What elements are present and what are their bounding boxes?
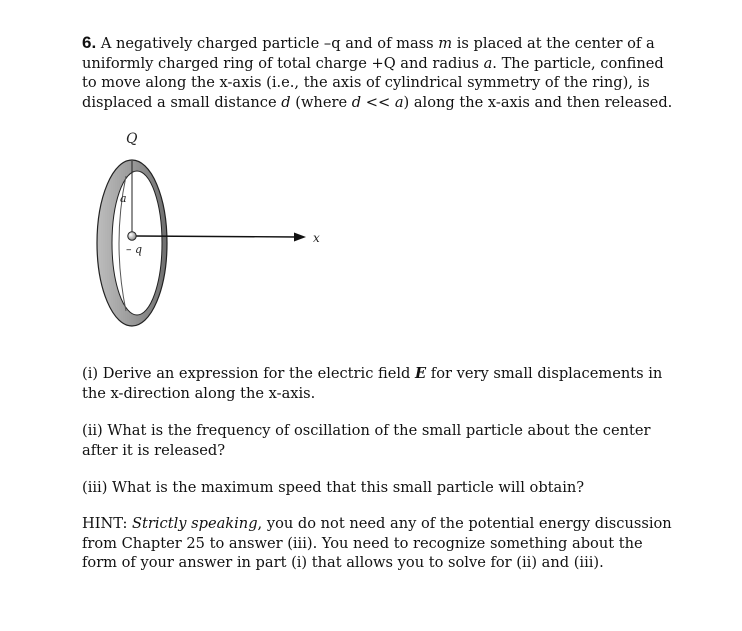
hint-text: , you do not need any of the potential energy discussion from Chapter 25 to answer (iii). You need to recognize something about the form of your answer in part (i) that allows you to solve for (ii) and (iii). xyxy=(82,515,672,571)
radius-symbol: a xyxy=(394,93,404,111)
statement-part: ) along the x-axis and then released. xyxy=(403,93,673,111)
particle xyxy=(128,232,136,240)
distance-symbol: d xyxy=(281,93,291,111)
question-1-text: for very small displacements in the x-direction along the x-axis. xyxy=(82,365,663,402)
radius-symbol: a xyxy=(483,54,493,72)
charged-ring-figure xyxy=(82,128,342,350)
electric-field-symbol: E xyxy=(415,365,427,382)
x-axis-arrowhead xyxy=(294,233,306,242)
question-1-text: (i) Derive an expression for the electric field xyxy=(82,365,416,382)
distance-symbol: d xyxy=(351,93,362,111)
x-axis-label: x xyxy=(313,231,320,245)
x-axis-line xyxy=(136,236,297,237)
hint-emphasis: Strictly speaking xyxy=(132,515,258,532)
particle-label: – q xyxy=(126,243,143,256)
question-1 xyxy=(82,364,672,403)
problem-statement xyxy=(82,33,682,112)
statement-part: (where xyxy=(290,93,352,111)
mass-symbol: m xyxy=(438,35,453,52)
question-2: (ii) What is the frequency of oscillation of the small particle about the center after it is released? xyxy=(82,422,651,459)
statement-part: A negatively charged particle –q and of mass xyxy=(100,35,439,52)
hint xyxy=(82,514,672,573)
charge-label: Q xyxy=(126,131,138,147)
hint-label: HINT: xyxy=(82,515,133,532)
statement-part: is placed at the center of a uniformly charged ring of total charge +Q and radius xyxy=(82,35,655,72)
radius-label: a xyxy=(120,192,127,205)
problem-number: 6. xyxy=(82,33,97,52)
statement-part: . The particle, confined to move along the x-axis (i.e., the axis of cylindrical symmetry of the ring), is displaced a small distance xyxy=(82,54,664,111)
problem-text xyxy=(82,33,682,112)
statement-part: << xyxy=(361,93,395,111)
question-3: (iii) What is the maximum speed that this small particle will obtain? xyxy=(82,479,585,496)
